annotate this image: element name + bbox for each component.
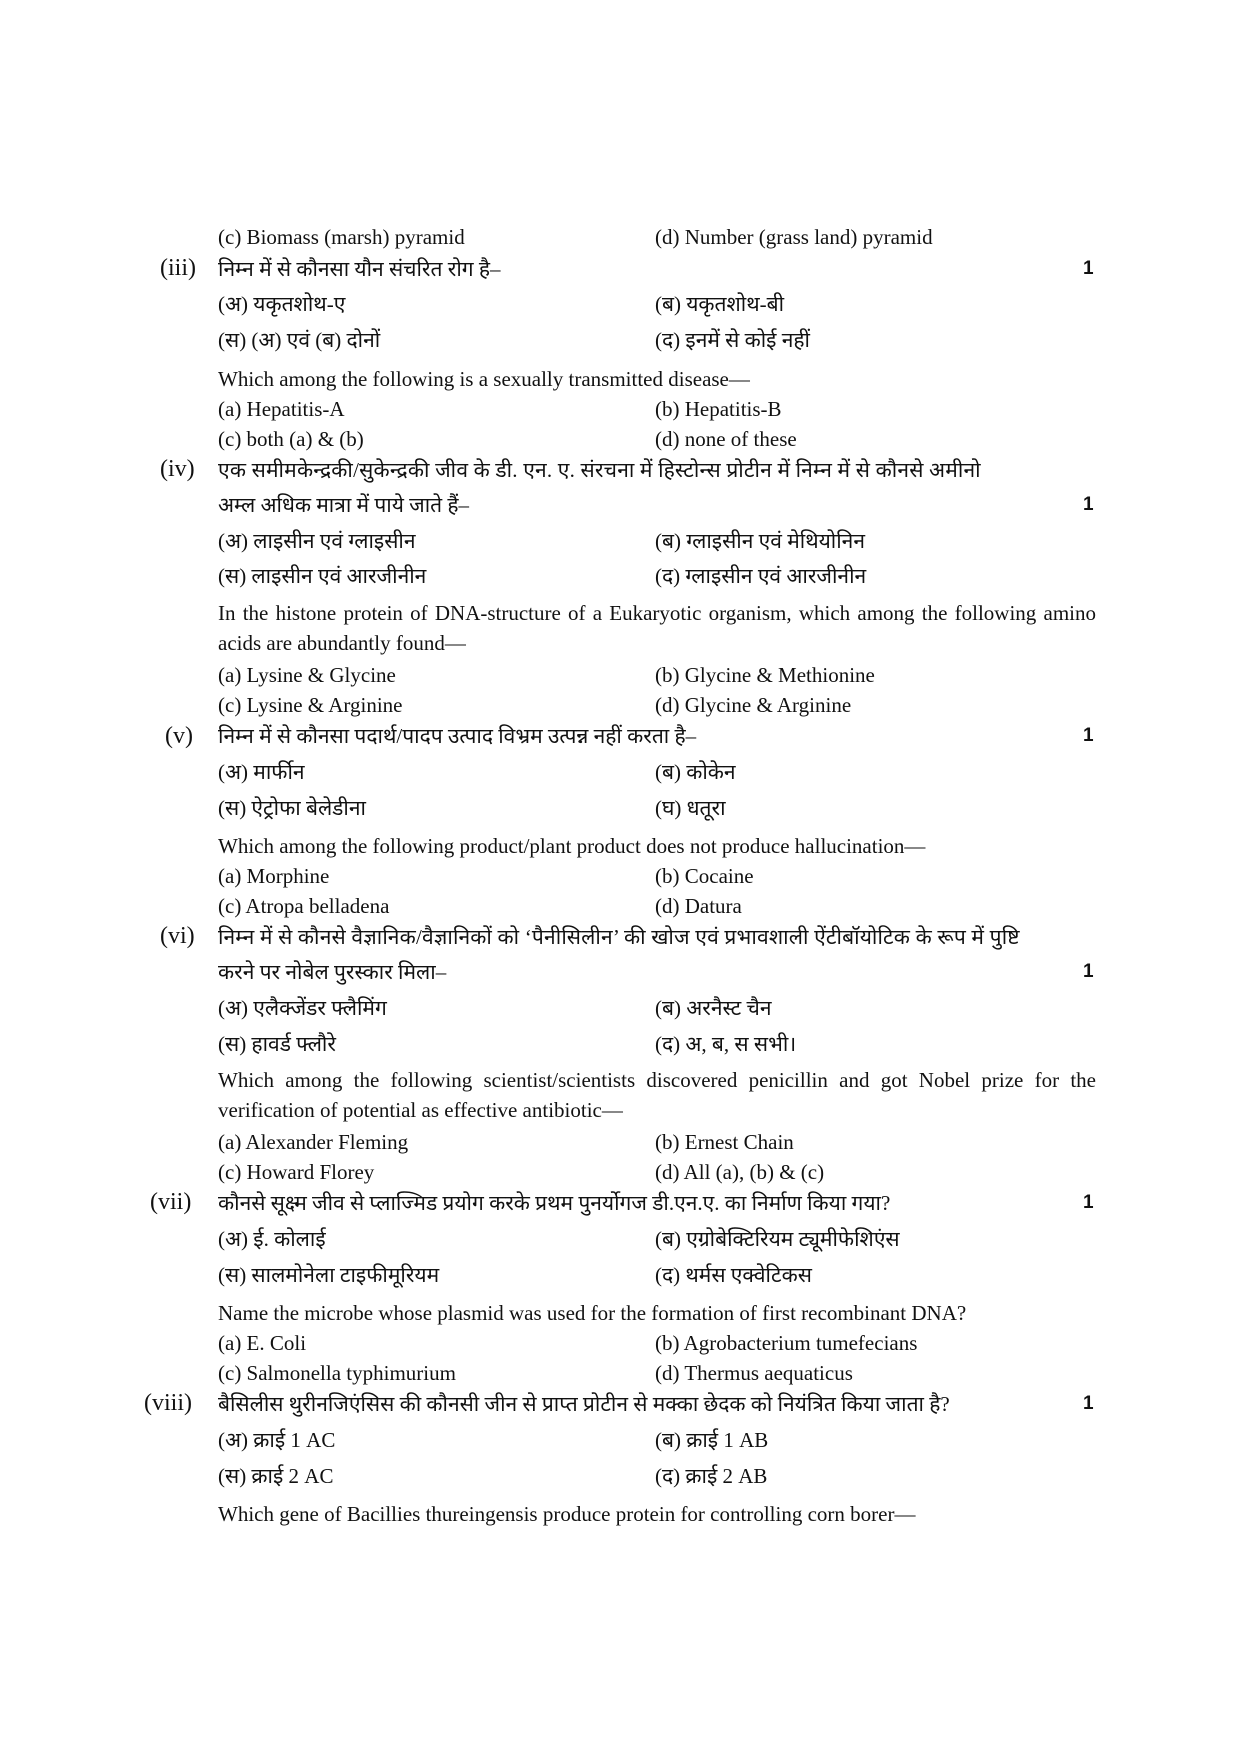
q6-option-d-en: (d) All (a), (b) & (c) bbox=[655, 1160, 825, 1184]
q7-text-hi: कौनसे सूक्ष्म जीव से प्लाज्मिड प्रयोग करके प्रथम पुनर्योगज डी.एन.ए. का निर्माण किया गया? bbox=[218, 1191, 891, 1215]
q6-number: (vi) bbox=[160, 923, 195, 949]
q6-text-hi-line2: करने पर नोबेल पुरस्कार मिला– bbox=[218, 960, 447, 984]
q6-text-hi-line1: निम्न में से कौनसे वैज्ञानिक/वैज्ञानिकों को ‘पैनीसिलीन’ की खोज एवं प्रभावशाली ऐंटीबॉयोटिक के रूप में पुष्टि bbox=[218, 925, 1020, 949]
q2-option-c-en: (c) Biomass (marsh) pyramid bbox=[218, 225, 465, 249]
q5-option-d-hi: (घ) धतूरा bbox=[655, 796, 726, 820]
q5-text-en: Which among the following product/plant product does not produce hallucination— bbox=[218, 834, 926, 858]
q7-option-c-en: (c) Salmonella typhimurium bbox=[218, 1361, 456, 1385]
q7-mark: 1 bbox=[1083, 1192, 1094, 1213]
q8-option-b-hi: (ब) क्राई 1 AB bbox=[655, 1428, 769, 1452]
q6-option-b-hi: (ब) अरनैस्ट चैन bbox=[655, 996, 772, 1020]
q7-option-c-hi: (स) सालमोनेला टाइफीमूरियम bbox=[218, 1263, 440, 1287]
q4-text-hi-line2: अम्ल अधिक मात्रा में पाये जाते हैं– bbox=[218, 493, 470, 517]
q5-option-b-en: (b) Cocaine bbox=[655, 864, 754, 888]
q4-option-b-en: (b) Glycine & Methionine bbox=[655, 663, 875, 687]
q3-mark: 1 bbox=[1083, 258, 1094, 279]
q4-text-en: In the histone protein of DNA-structure of a Eukaryotic organism, which among the following amino acids are abundantly found— bbox=[218, 601, 1096, 655]
q7-option-b-hi: (ब) एग्रोबेक्टिरियम ट्यूमीफेशिएंस bbox=[655, 1227, 900, 1251]
q6-option-b-en: (b) Ernest Chain bbox=[655, 1130, 794, 1154]
q6-mark: 1 bbox=[1083, 961, 1094, 982]
q3-option-b-en: (b) Hepatitis-B bbox=[655, 397, 782, 421]
q8-option-c-hi: (स) क्राई 2 AC bbox=[218, 1464, 334, 1488]
q3-option-c-hi: (स) (अ) एवं (ब) दोनों bbox=[218, 328, 381, 352]
q7-text-en: Name the microbe whose plasmid was used for the formation of first recombinant DNA? bbox=[218, 1301, 967, 1325]
q8-text-en: Which gene of Bacillies thureingensis produce protein for controlling corn borer— bbox=[218, 1502, 916, 1526]
q8-number: (viii) bbox=[144, 1390, 192, 1416]
q7-option-d-en: (d) Thermus aequaticus bbox=[655, 1361, 853, 1385]
q3-option-b-hi: (ब) यकृतशोथ-बी bbox=[655, 292, 785, 316]
q8-mark: 1 bbox=[1083, 1393, 1094, 1414]
q6-option-c-en: (c) Howard Florey bbox=[218, 1160, 375, 1184]
q4-option-c-en: (c) Lysine & Arginine bbox=[218, 693, 403, 717]
q3-number: (iii) bbox=[160, 255, 196, 281]
q6-text-en: Which among the following scientist/scientists discovered penicillin and got Nobel prize for the verification of potential as effective antibiotic— bbox=[218, 1068, 1096, 1122]
q6-option-a-hi: (अ) एलैक्जेंडर फ्लैमिंग bbox=[218, 996, 387, 1020]
q3-text-en: Which among the following is a sexually transmitted disease— bbox=[218, 367, 750, 391]
q5-text-hi: निम्न में से कौनसा पदार्थ/पादप उत्पाद विभ्रम उत्पन्न नहीं करता है– bbox=[218, 724, 697, 748]
q4-option-d-en: (d) Glycine & Arginine bbox=[655, 693, 852, 717]
q6-option-d-hi: (द) अ, ब, स सभी। bbox=[655, 1032, 797, 1056]
q2-option-d-en: (d) Number (grass land) pyramid bbox=[655, 225, 933, 249]
q4-option-b-hi: (ब) ग्लाइसीन एवं मेथियोनिन bbox=[655, 529, 865, 553]
q5-mark: 1 bbox=[1083, 725, 1094, 746]
q7-option-b-en: (b) Agrobacterium tumefecians bbox=[655, 1331, 918, 1355]
q4-option-d-hi: (द) ग्लाइसीन एवं आरजीनीन bbox=[655, 564, 867, 588]
q8-option-d-hi: (द) क्राई 2 AB bbox=[655, 1464, 768, 1488]
q4-number: (iv) bbox=[160, 456, 195, 482]
q8-option-a-hi: (अ) क्राई 1 AC bbox=[218, 1428, 336, 1452]
q5-option-c-en: (c) Atropa belladena bbox=[218, 894, 390, 918]
q3-option-d-hi: (द) इनमें से कोई नहीं bbox=[655, 328, 810, 352]
q4-text-hi-line1: एक समीमकेन्द्रकी/सुकेन्द्रकी जीव के डी. एन. ए. संरचना में हिस्टोन्स प्रोटीन में निम्न में से कौनसे अमीनो bbox=[218, 458, 981, 482]
q5-option-d-en: (d) Datura bbox=[655, 894, 742, 918]
q4-option-a-en: (a) Lysine & Glycine bbox=[218, 663, 396, 687]
q7-option-a-en: (a) E. Coli bbox=[218, 1331, 307, 1355]
q3-option-c-en: (c) both (a) & (b) bbox=[218, 427, 364, 451]
q5-option-b-hi: (ब) कोकेन bbox=[655, 760, 736, 784]
q8-text-hi: बैसिलीस थुरीनजिएंसिस की कौनसी जीन से प्राप्त प्रोटीन से मक्का छेदक को नियंत्रित किया जाता है? bbox=[218, 1392, 950, 1416]
q4-option-a-hi: (अ) लाइसीन एवं ग्लाइसीन bbox=[218, 529, 416, 553]
q3-text-hi: निम्न में से कौनसा यौन संचरित रोग है– bbox=[218, 257, 501, 281]
q3-option-a-hi: (अ) यकृतशोथ-ए bbox=[218, 292, 346, 316]
q4-option-c-hi: (स) लाइसीन एवं आरजीनीन bbox=[218, 564, 427, 588]
q6-option-a-en: (a) Alexander Fleming bbox=[218, 1130, 409, 1154]
q7-option-d-hi: (द) थर्मस एक्वेटिकस bbox=[655, 1263, 812, 1287]
q5-option-c-hi: (स) ऐट्रोफा बेलेडीना bbox=[218, 796, 366, 820]
q6-option-c-hi: (स) हावर्ड फ्लौरे bbox=[218, 1032, 336, 1056]
q7-number: (vii) bbox=[150, 1189, 192, 1215]
q5-option-a-en: (a) Morphine bbox=[218, 864, 330, 888]
q3-option-d-en: (d) none of these bbox=[655, 427, 797, 451]
q3-option-a-en: (a) Hepatitis-A bbox=[218, 397, 345, 421]
q5-option-a-hi: (अ) मार्फीन bbox=[218, 760, 305, 784]
q5-number: (v) bbox=[165, 723, 193, 749]
q7-option-a-hi: (अ) ई. कोलाई bbox=[218, 1227, 326, 1251]
q4-mark: 1 bbox=[1083, 494, 1094, 515]
